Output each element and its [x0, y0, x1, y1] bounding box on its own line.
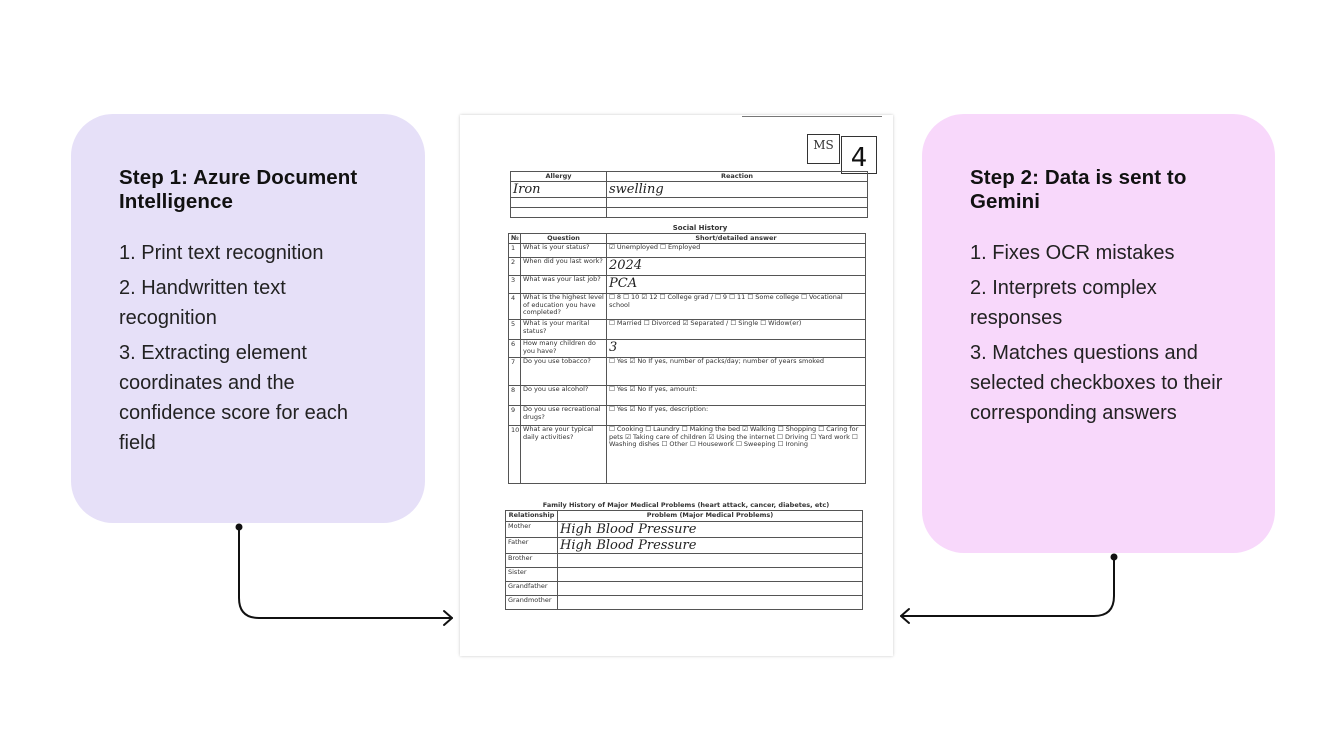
table-row: Brother [506, 554, 863, 568]
reaction-value: swelling [607, 182, 868, 198]
step2-item: 3. Matches questions and selected checkboxes to their corresponding answers [970, 342, 1223, 424]
col-question: Question [521, 234, 607, 244]
table-row: Grandfather [506, 582, 863, 596]
step1-item: 1. Print text recognition [119, 242, 324, 264]
table-row: 9 Do you use recreational drugs? ☐ Yes ☑ No If yes, description: [509, 406, 866, 426]
table-row: 1 What is your status? ☑ Unemployed ☐ Employed [509, 244, 866, 258]
table-row: 7 Do you use tobacco? ☐ Yes ☑ No If yes, number of packs/day; number of years smoked [509, 358, 866, 386]
table-row: 8 Do you use alcohol? ☐ Yes ☑ No If yes, amount: [509, 386, 866, 406]
table-row: Mother High Blood Pressure [506, 522, 863, 538]
table-row: 5 What is your marital status? ☐ Married ☐ Divorced ☑ Separated / ☐ Single ☐ Widow(er) [509, 320, 866, 340]
table-row: 3 What was your last job? PCA [509, 276, 866, 294]
step1-item: 2. Handwritten text recognition [119, 277, 286, 329]
col-number: № [509, 234, 521, 244]
table-row: Grandmother [506, 596, 863, 610]
allergy-value: Iron [511, 182, 607, 198]
page-number: 4 [841, 136, 877, 174]
reaction-header: Reaction [607, 172, 868, 182]
table-row: Sister [506, 568, 863, 582]
relationship-header: Relationship [506, 511, 558, 522]
step1-item: 3. Extracting element coordinates and the confidence score for each field [119, 342, 349, 454]
family-history-title: Family History of Major Medical Problems (heart attack, cancer, diabetes, etc) [542, 501, 830, 509]
ms-label: MS [807, 134, 840, 164]
step2-item: 2. Interprets complex responses [970, 277, 1157, 329]
table-row: 2 When did you last work? 2024 [509, 258, 866, 276]
table-row: 6 How many children do you have? 3 [509, 340, 866, 358]
problem-header: Problem (Major Medical Problems) [558, 511, 863, 522]
table-row: 10 What are your typical daily activities? ☐ Cooking ☐ Laundry ☐ Making the bed ☑ Walking ☐ Shopping ☐ Caring for pets ☑ Taking care of children ☑ Using the internet ☐ Driving ☐ Yard work ☐ Washing dishes ☐ Other ☐ Housework ☐ Sweeping ☐ Ironing [509, 426, 866, 484]
arrow-left-connector [239, 527, 452, 618]
table-row: 4 What is the highest level of education you have completed? ☐ 8 ☐ 10 ☑ 12 ☐ College grad / ☐ 9 ☐ 11 ☐ Some college ☐ Vocational school [509, 294, 866, 320]
col-answer: Short/detailed answer [607, 234, 866, 244]
allergy-header: Allergy [511, 172, 607, 182]
table-row: Father High Blood Pressure [506, 538, 863, 554]
arrow-right-connector [901, 557, 1114, 616]
step2-item: 1. Fixes OCR mistakes [970, 242, 1175, 264]
step1-title: Step 1: Azure Document Intelligence [119, 166, 358, 213]
step2-title: Step 2: Data is sent to Gemini [970, 166, 1187, 213]
social-history-title: Social History [672, 224, 728, 232]
